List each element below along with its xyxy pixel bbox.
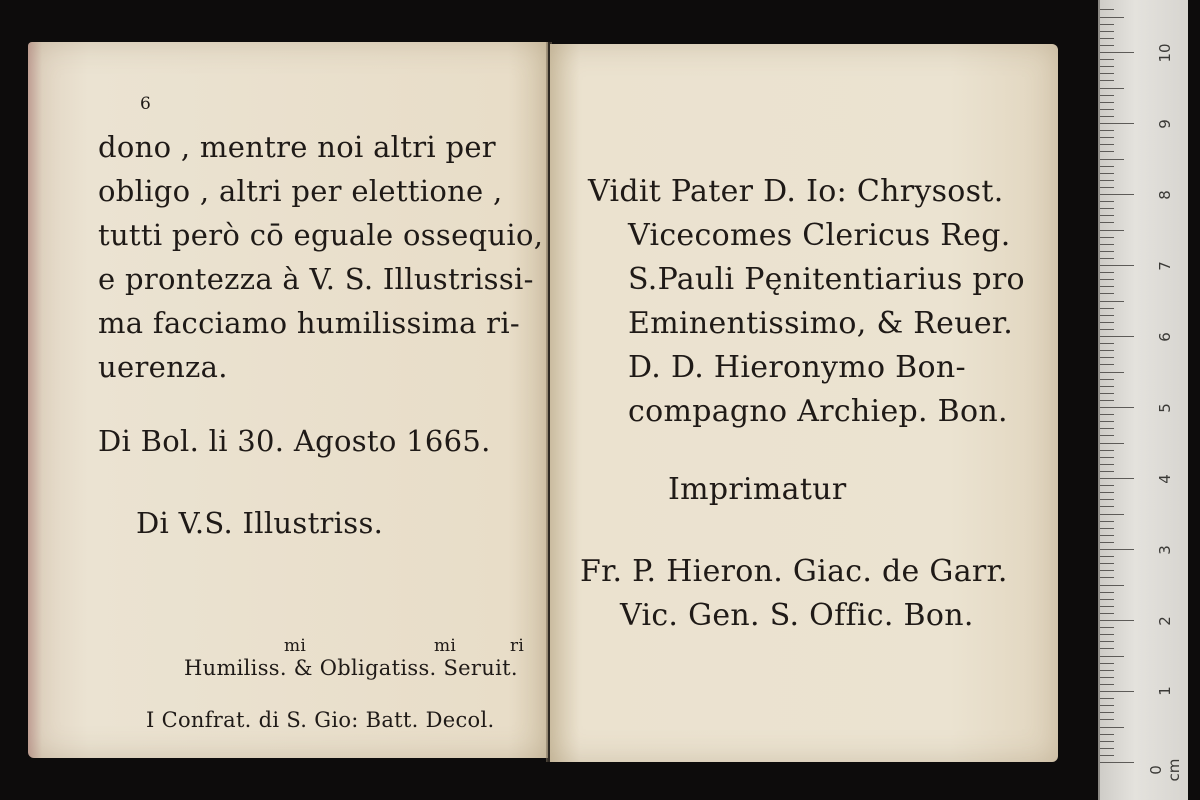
ruler-tick [1100, 691, 1134, 692]
ruler-tick [1100, 627, 1114, 628]
ruler-label: 10 [1156, 43, 1174, 63]
ruler-tick [1100, 712, 1114, 713]
ruler-tick [1100, 386, 1114, 387]
right-page [550, 44, 1058, 762]
ruler-tick [1100, 159, 1124, 160]
ruler-tick [1100, 471, 1114, 472]
ruler-tick [1100, 173, 1114, 174]
ruler-tick [1100, 393, 1114, 394]
ruler-tick [1100, 443, 1124, 444]
superscript: mi [284, 636, 307, 656]
ruler-tick [1100, 563, 1114, 564]
salutation: Di V.S. Illustriss. [136, 506, 384, 540]
ruler-label: 9 [1156, 119, 1174, 129]
ruler-tick [1100, 620, 1134, 621]
ruler-tick [1100, 201, 1114, 202]
ruler-tick [1100, 663, 1114, 664]
text-line: dono , mentre noi altri per [98, 130, 496, 164]
bottom-line: I Confrat. di S. Gio: Batt. Decol. [146, 708, 495, 732]
approval-line: Fr. P. Hieron. Giac. de Garr. [580, 554, 1008, 589]
ruler-label: 0 cm [1147, 758, 1183, 782]
ruler-tick [1100, 187, 1114, 188]
text-line: Eminentissimo, & Reuer. [628, 306, 1014, 341]
ruler-tick [1100, 492, 1114, 493]
ruler-tick [1100, 215, 1114, 216]
imprimatur: Imprimatur [668, 472, 847, 507]
ruler-tick [1100, 308, 1114, 309]
text-line: ma facciamo humilissima ri- [98, 306, 521, 340]
ruler-tick [1100, 144, 1114, 145]
text-line: Vidit Pater D. Io: Chrysost. [588, 174, 1004, 209]
ruler-tick [1100, 677, 1114, 678]
ruler-tick [1100, 734, 1114, 735]
ruler-tick [1100, 350, 1114, 351]
ruler-tick [1100, 421, 1114, 422]
ruler-tick [1100, 464, 1114, 465]
ruler-tick [1100, 102, 1114, 103]
ruler-tick [1100, 343, 1114, 344]
measurement-ruler [1098, 0, 1188, 800]
ruler-tick [1100, 59, 1114, 60]
ruler-tick [1100, 719, 1114, 720]
ruler-tick [1100, 251, 1114, 252]
ruler-tick [1100, 24, 1114, 25]
ruler-tick [1100, 549, 1134, 550]
ruler-tick [1100, 52, 1134, 53]
ruler-tick [1100, 244, 1114, 245]
ruler-tick [1100, 130, 1114, 131]
ruler-tick [1100, 684, 1114, 685]
ruler-tick [1100, 379, 1114, 380]
text-line: e prontezza à V. S. Illustrissi- [98, 262, 534, 296]
ruler-tick [1100, 535, 1114, 536]
ruler-tick [1100, 137, 1114, 138]
ruler-tick [1100, 741, 1114, 742]
page-number: 6 [140, 94, 152, 114]
ruler-tick [1100, 400, 1114, 401]
ruler-tick [1100, 485, 1114, 486]
left-page [28, 42, 548, 758]
ruler-tick [1100, 521, 1114, 522]
ruler-tick [1100, 698, 1114, 699]
ruler-tick [1100, 272, 1114, 273]
signature-line: Humiliss. & Obligatiss. Seruit. [184, 656, 518, 680]
ruler-tick [1100, 599, 1114, 600]
ruler-tick [1100, 435, 1114, 436]
ruler-tick [1100, 514, 1124, 515]
ruler-tick [1100, 499, 1114, 500]
ruler-tick [1100, 457, 1114, 458]
ruler-tick [1100, 265, 1134, 266]
ruler-tick [1100, 428, 1114, 429]
ruler-tick [1100, 38, 1114, 39]
text-line: tutti però cō eguale ossequio, [98, 218, 544, 252]
ruler-tick [1100, 237, 1114, 238]
ruler-label: 4 [1156, 474, 1174, 484]
text-line: S.Pauli Pęnitentiarius pro [628, 262, 1025, 297]
ruler-tick [1100, 279, 1114, 280]
text-line: Vicecomes Clericus Reg. [628, 218, 1011, 253]
ruler-tick [1100, 180, 1114, 181]
ruler-tick [1100, 315, 1114, 316]
ruler-tick [1100, 66, 1114, 67]
ruler-tick [1100, 73, 1114, 74]
text-line: uerenza. [98, 350, 228, 384]
ruler-tick [1100, 450, 1114, 451]
ruler-tick [1100, 670, 1114, 671]
ruler-label: 8 [1156, 190, 1174, 200]
ruler-tick [1100, 414, 1114, 415]
ruler-tick [1100, 31, 1114, 32]
ruler-tick [1100, 222, 1114, 223]
ruler-tick [1100, 9, 1114, 10]
ruler-tick [1100, 606, 1114, 607]
ruler-tick [1100, 705, 1114, 706]
text-line: compagno Archiep. Bon. [628, 394, 1008, 429]
ruler-label: 2 [1156, 616, 1174, 626]
ruler-tick [1100, 17, 1124, 18]
ruler-tick [1100, 322, 1114, 323]
ruler-tick [1100, 329, 1114, 330]
ruler-tick [1100, 336, 1134, 337]
ruler-tick [1100, 613, 1114, 614]
ruler-tick [1100, 748, 1114, 749]
ruler-tick [1100, 258, 1114, 259]
approval-line: Vic. Gen. S. Offic. Bon. [620, 598, 974, 633]
open-book [28, 38, 1068, 770]
text-line: D. D. Hieronymo Bon- [628, 350, 966, 385]
ruler-tick [1100, 592, 1114, 593]
ruler-tick [1100, 755, 1114, 756]
ruler-label: 3 [1156, 545, 1174, 555]
date-line: Di Bol. li 30. Agosto 1665. [98, 424, 491, 458]
ruler-tick [1100, 116, 1114, 117]
ruler-tick [1100, 301, 1124, 302]
ruler-label: 5 [1156, 403, 1174, 413]
ruler-tick [1100, 151, 1114, 152]
ruler-tick [1100, 727, 1124, 728]
ruler-tick [1100, 585, 1124, 586]
ruler-tick [1100, 88, 1124, 89]
ruler-tick [1100, 656, 1124, 657]
ruler-tick [1100, 648, 1114, 649]
ruler-tick [1100, 528, 1114, 529]
superscript: ri [510, 636, 525, 656]
ruler-label: 6 [1156, 332, 1174, 342]
ruler-tick [1100, 45, 1114, 46]
ruler-tick [1100, 230, 1124, 231]
ruler-tick [1100, 293, 1114, 294]
text-line: obligo , altri per elettione , [98, 174, 503, 208]
superscript: mi [434, 636, 457, 656]
ruler-tick [1100, 762, 1134, 763]
ruler-label: 1 [1156, 686, 1174, 696]
ruler-tick [1100, 208, 1114, 209]
ruler-label: 7 [1156, 261, 1174, 271]
ruler-tick [1100, 570, 1114, 571]
ruler-tick [1100, 357, 1114, 358]
ruler-tick [1100, 542, 1114, 543]
ruler-tick [1100, 95, 1114, 96]
ruler-tick [1100, 80, 1114, 81]
ruler-tick [1100, 641, 1114, 642]
ruler-tick [1100, 506, 1114, 507]
ruler-tick [1100, 194, 1134, 195]
ruler-tick [1100, 166, 1114, 167]
ruler-tick [1100, 372, 1124, 373]
ruler-tick [1100, 556, 1114, 557]
ruler-tick [1100, 109, 1114, 110]
ruler-tick [1100, 577, 1114, 578]
ruler-tick [1100, 634, 1114, 635]
ruler-tick [1100, 286, 1114, 287]
ruler-tick [1100, 123, 1134, 124]
ruler-tick [1100, 364, 1114, 365]
ruler-tick [1100, 407, 1134, 408]
ruler-tick [1100, 478, 1134, 479]
